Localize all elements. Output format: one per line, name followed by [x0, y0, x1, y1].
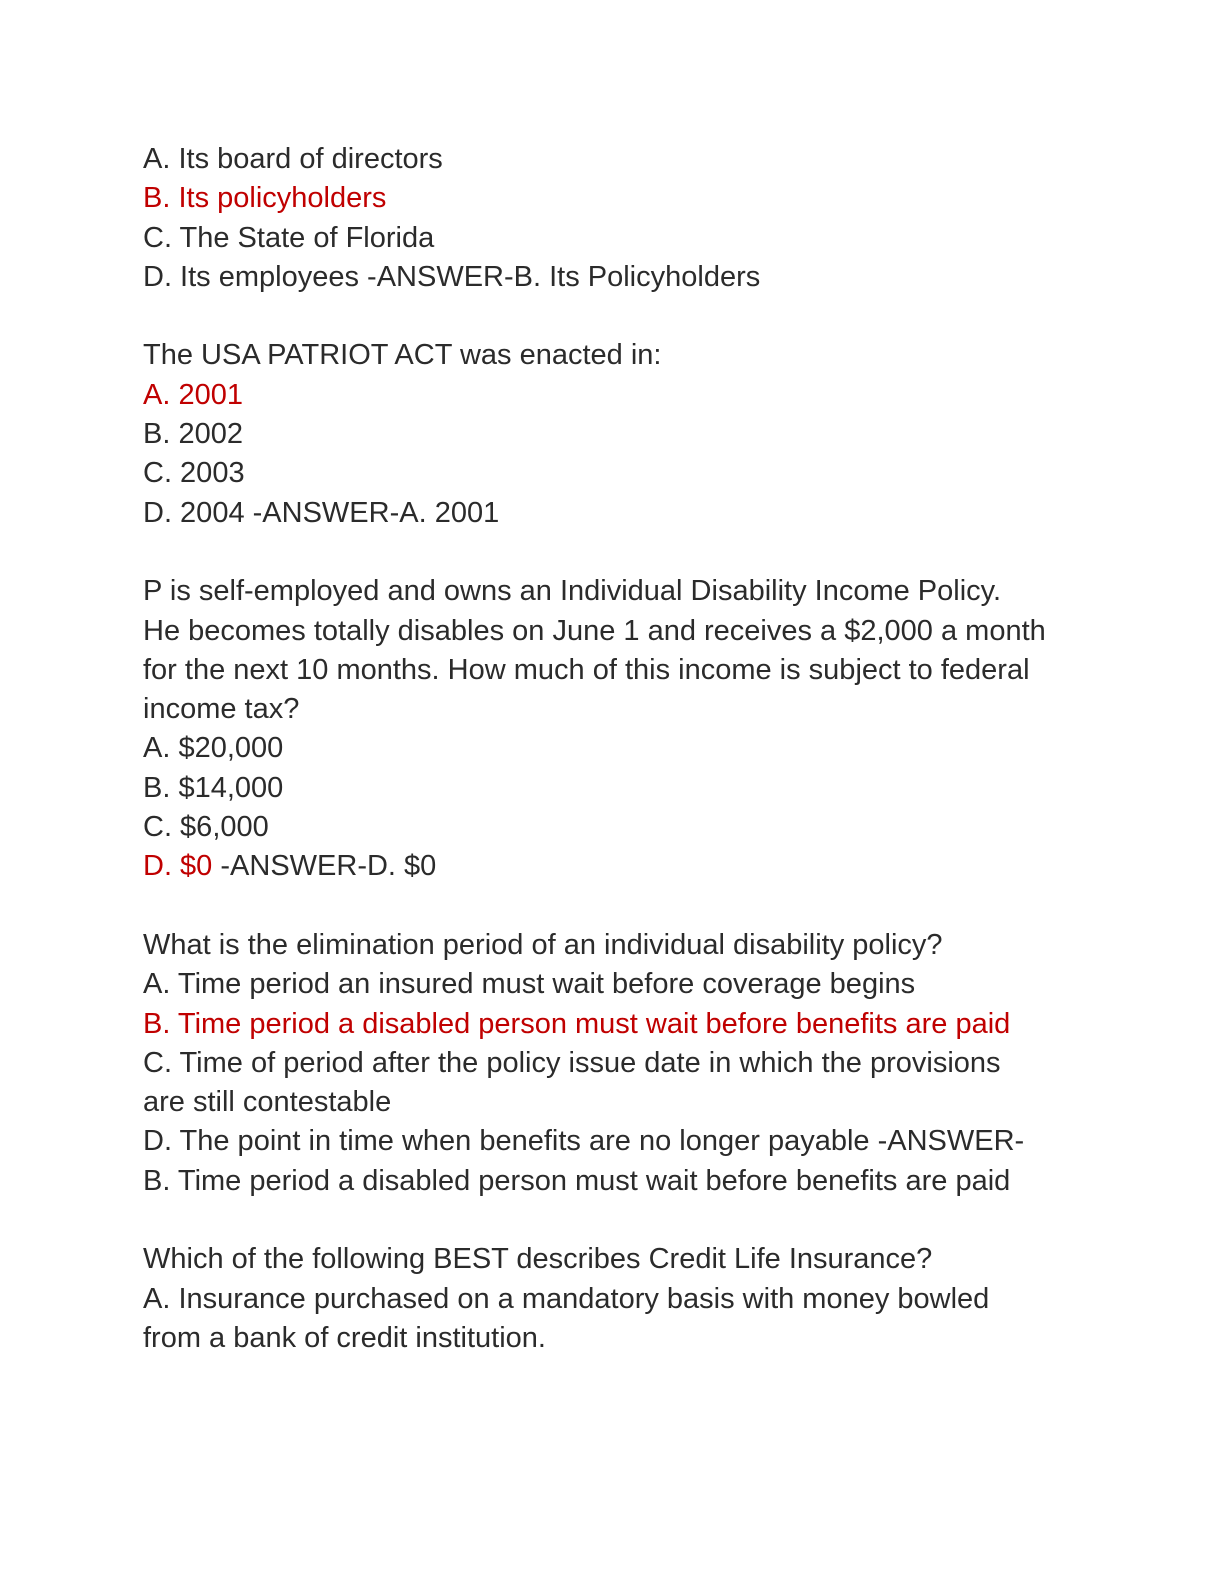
option-d-with-answer [143, 258, 1153, 297]
option-d: D. Its employees [143, 260, 359, 293]
option-a: A. $20,000 [143, 732, 284, 765]
question-block-5 [143, 1240, 1153, 1358]
answer-text-part-2: B. Time period a disabled person must wait before benefits are paid [143, 1164, 1011, 1197]
option-d-with-answer [143, 1122, 1153, 1161]
option-d: D. 2004 [143, 496, 245, 529]
question-text: What is the elimination period of an individual disability policy? [143, 928, 943, 961]
document-page [143, 140, 1153, 1358]
option-b: B. $14,000 [143, 771, 284, 804]
spacer [143, 297, 1153, 336]
option-a-correct: A. 2001 [143, 378, 243, 411]
question-block-4 [143, 926, 1153, 1201]
option-c: C. The State of Florida [143, 221, 435, 254]
option-c: C. $6,000 [143, 811, 269, 844]
option-a-line-1: A. Insurance purchased on a mandatory basis with money bowled [143, 1282, 990, 1315]
answer-text: -ANSWER-A. 2001 [244, 496, 500, 529]
option-a: A. Its board of directors [143, 143, 443, 175]
option-b: B. 2002 [143, 418, 243, 451]
answer-text-part-1: -ANSWER- [869, 1125, 1025, 1158]
option-a: A. Time period an insured must wait before coverage begins [143, 968, 916, 1001]
question-block-3 [143, 572, 1153, 886]
answer-text: -ANSWER-B. Its Policyholders [358, 260, 761, 293]
option-c-line-1: C. Time of period after the policy issue date in which the provisions [143, 1046, 1001, 1079]
option-d-with-answer [143, 494, 1153, 533]
option-d-correct: D. $0 [143, 850, 213, 883]
option-d: D. The point in time when benefits are no longer payable [143, 1125, 870, 1158]
spacer [143, 533, 1153, 572]
spacer [143, 887, 1153, 926]
option-c: C. 2003 [143, 457, 245, 490]
option-c-line-2: are still contestable [143, 1086, 392, 1119]
option-a-line-2: from a bank of credit institution. [143, 1321, 546, 1354]
answer-text: -ANSWER-D. $0 [212, 850, 437, 883]
question-text-line-4: income tax? [143, 693, 300, 726]
question-text: The USA PATRIOT ACT was enacted in: [143, 339, 662, 372]
option-b-correct: B. Time period a disabled person must wait before benefits are paid [143, 1007, 1011, 1040]
question-text-line-1: P is self-employed and owns an Individual Disability Income Policy. [143, 575, 1002, 608]
spacer [143, 1201, 1153, 1240]
option-d-with-answer [143, 847, 1153, 886]
question-block-1 [143, 140, 1153, 297]
option-b-correct: B. Its policyholders [143, 182, 387, 215]
question-text-line-2: He becomes totally disables on June 1 and receives a $2,000 a month [143, 614, 1046, 647]
question-text-line-3: for the next 10 months. How much of this income is subject to federal [143, 653, 1030, 686]
question-text: Which of the following BEST describes Credit Life Insurance? [143, 1243, 933, 1276]
question-block-2 [143, 336, 1153, 532]
